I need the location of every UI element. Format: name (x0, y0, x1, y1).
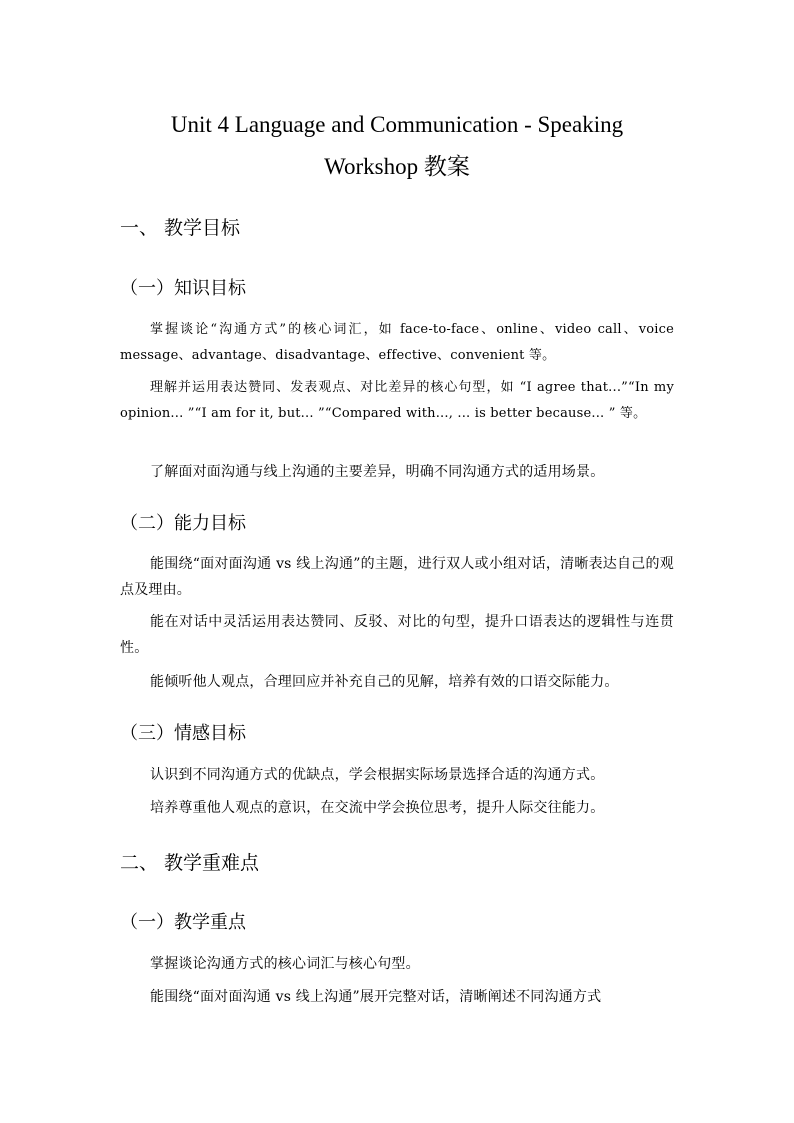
document-title-line-2: Workshop 教案 (324, 154, 470, 179)
ability-sentence-use-paragraph: 能在对话中灵活运用表达赞同、反驳、对比的句型，提升口语表达的逻辑性与连贯性。 (120, 614, 674, 656)
emotional-respect-paragraph: 培养尊重他人观点的意识，在交流中学会换位思考，提升人际交往能力。 (150, 800, 605, 816)
document-title-line-1: Unit 4 Language and Communication - Speaking (170, 112, 624, 137)
section-heading-key-difficult-points: 二、 教学重难点 (120, 852, 260, 874)
knowledge-vocabulary-paragraph: 掌握谈论“沟通方式”的核心词汇，如 face-to-face、online、video call、voice message、advantage、disadvantage、effective、convenient 等。 (120, 322, 674, 363)
key-points-dialogue-paragraph: 能围绕“面对面沟通 vs 线上沟通”展开完整对话，清晰阐述不同沟通方式 (150, 989, 602, 1005)
subsection-heading-knowledge-objectives: （一）知识目标 (120, 278, 246, 299)
key-points-vocabulary-paragraph: 掌握谈论沟通方式的核心词汇与核心句型。 (150, 956, 420, 972)
knowledge-differences-paragraph: 了解面对面沟通与线上沟通的主要差异，明确不同沟通方式的适用场景。 (150, 464, 605, 480)
emotional-awareness-paragraph: 认识到不同沟通方式的优缺点，学会根据实际场景选择合适的沟通方式。 (150, 767, 605, 783)
ability-dialogue-paragraph: 能围绕“面对面沟通 vs 线上沟通”的主题，进行双人或小组对话，清晰表达自己的观点及理由。 (120, 556, 674, 598)
subsection-heading-key-points: （一）教学重点 (120, 912, 246, 933)
ability-listening-paragraph: 能倾听他人观点，合理回应并补充自己的见解，培养有效的口语交际能力。 (150, 674, 619, 690)
knowledge-sentence-patterns-paragraph: 理解并运用表达赞同、发表观点、对比差异的核心句型，如 “I agree that...”“In my opinion... ”“I am for it, but... ”“Compared with..., ... is better because... ” 等。 (120, 380, 674, 421)
subsection-heading-ability-objectives: （二）能力目标 (120, 513, 246, 534)
section-heading-teaching-objectives: 一、 教学目标 (120, 217, 241, 239)
subsection-heading-emotional-objectives: （三）情感目标 (120, 723, 246, 744)
